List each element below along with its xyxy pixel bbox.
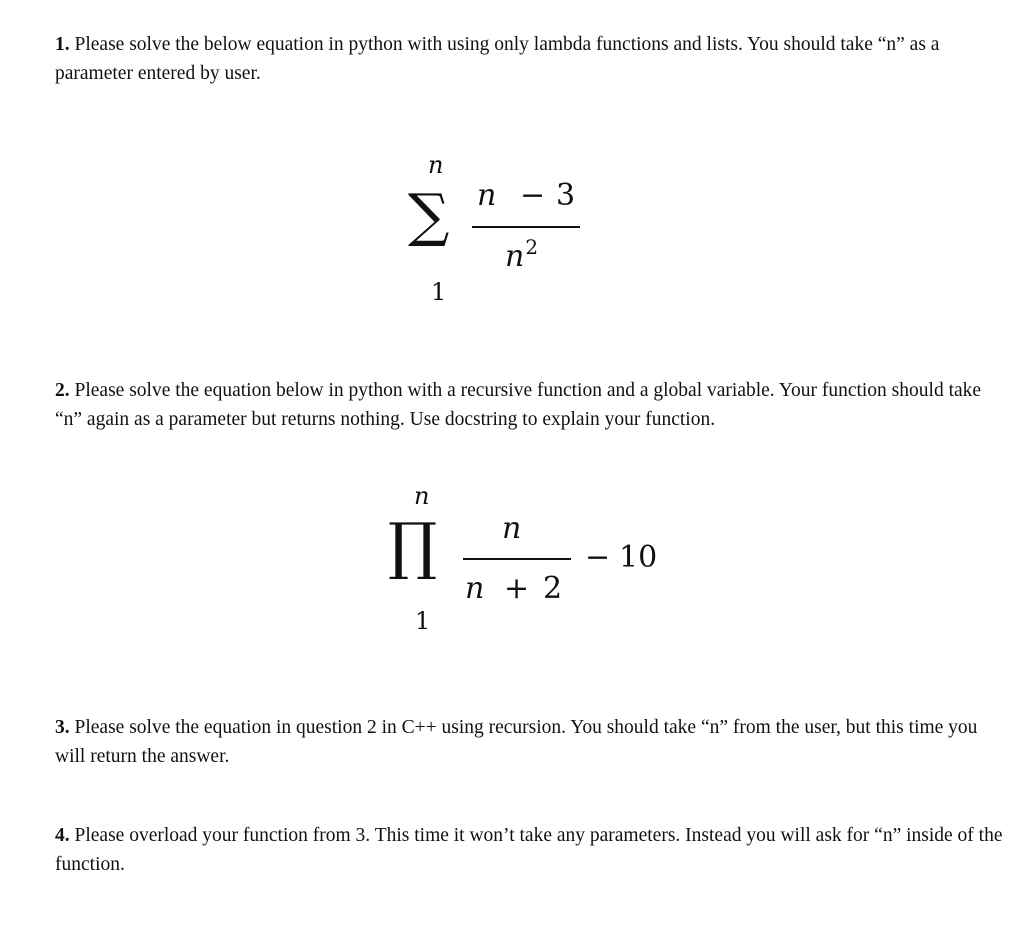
sum-denominator-exponent: 2 (525, 235, 539, 259)
question-4 (55, 821, 1005, 879)
prod-denominator-op: + (504, 571, 530, 606)
question-2-number: 2. (55, 380, 70, 401)
question-3-text: Please solve the equation in question 2 in C++ using recursion. You should take “n” from the user, but this time you will return the answer. (55, 717, 978, 767)
question-1-text: Please solve the below equation in python with using only lambda functions and lists. You should take “n” as a parameter entered by user. (55, 34, 940, 84)
prod-tail-op: − (585, 540, 611, 575)
question-3-number: 3. (55, 717, 70, 738)
sum-numerator-op: − (520, 178, 546, 213)
question-4-text: Please overload your function from 3. This time it won’t take any parameters. Instead you will ask for “n” inside of the function. (55, 825, 1003, 875)
sum-upper-limit: n (428, 151, 444, 179)
prod-upper-limit: n (414, 482, 430, 510)
prod-denominator-const: 2 (543, 571, 563, 606)
summation-symbol: ∑ (408, 181, 450, 249)
sum-numerator-const: 3 (556, 178, 576, 213)
prod-tail-const: 10 (619, 540, 658, 575)
sum-numerator-var: n (477, 178, 497, 213)
question-4-number: 4. (55, 825, 70, 846)
question-2-text: Please solve the equation below in python with a recursive function and a global variable. Your function should take “n” again as a parameter but returns nothing. Use docstring to explain your function. (55, 380, 982, 430)
sum-lower-limit: 1 (431, 278, 447, 306)
prod-denominator-var: n (465, 571, 485, 606)
prod-fraction-bar (463, 558, 571, 560)
product-symbol: ∏ (388, 509, 438, 582)
sum-denominator-var: n (505, 239, 525, 274)
question-3 (55, 713, 1005, 771)
prod-lower-limit: 1 (415, 607, 431, 635)
prod-numerator: n (502, 511, 522, 546)
question-1-number: 1. (55, 34, 70, 55)
